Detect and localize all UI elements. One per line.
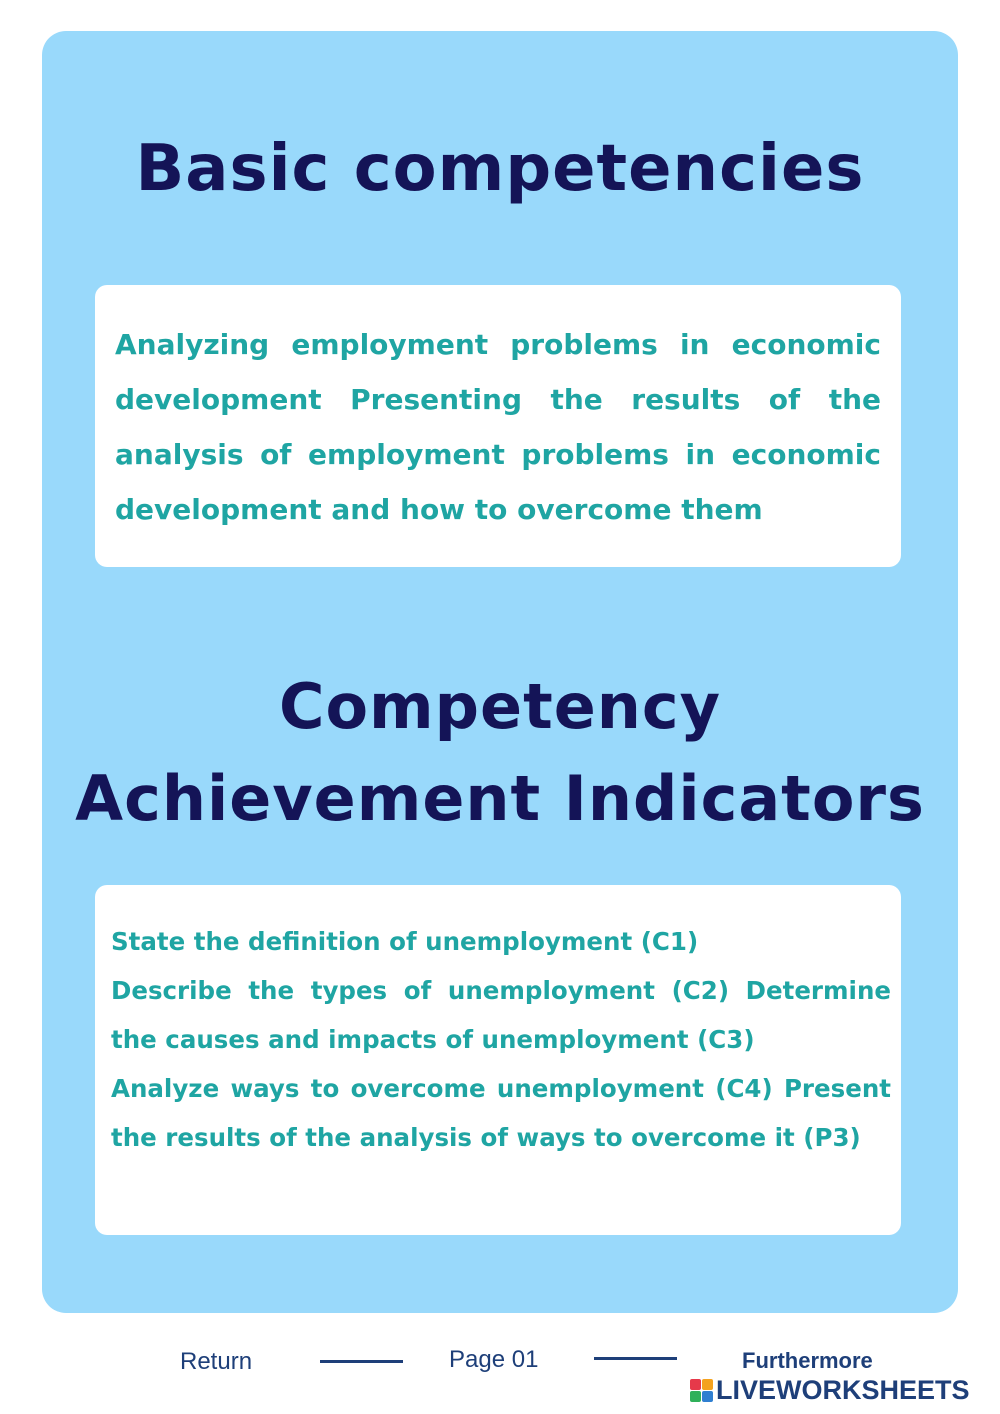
logo-icon bbox=[690, 1379, 713, 1402]
indicator-line: Describe the types of unemployment (C2) Determine the causes and impacts of unemployment (C3) bbox=[111, 976, 891, 1054]
basic-competencies-title: Basic competencies bbox=[135, 132, 865, 206]
indicators-title bbox=[42, 661, 958, 845]
indicators-title-line-1: Competency bbox=[278, 670, 722, 743]
indicator-line: State the definition of unemployment (C1) bbox=[111, 927, 699, 956]
page-number: Page 01 bbox=[449, 1346, 539, 1373]
indicators-title-line-2: Achievement Indicators bbox=[75, 762, 925, 835]
basic-competencies-text: Analyzing employment problems in economic development Presenting the results of the analysis of employment problems in economic development and how to overcome them bbox=[115, 328, 881, 526]
divider bbox=[594, 1357, 677, 1360]
divider bbox=[320, 1360, 403, 1363]
content-card bbox=[42, 31, 958, 1313]
basic-competencies-box bbox=[95, 285, 901, 567]
return-link[interactable]: Return bbox=[180, 1348, 253, 1375]
next-link[interactable]: Furthermore bbox=[742, 1348, 873, 1373]
footer-nav bbox=[0, 1330, 1000, 1414]
liveworksheets-logo bbox=[690, 1374, 970, 1406]
indicators-box bbox=[95, 885, 901, 1235]
brand-name: LIVEWORKSHEETS bbox=[716, 1374, 970, 1405]
indicator-line: Analyze ways to overcome unemployment (C4) Present the results of the analysis of ways to overcome it (P3) bbox=[111, 1074, 891, 1152]
